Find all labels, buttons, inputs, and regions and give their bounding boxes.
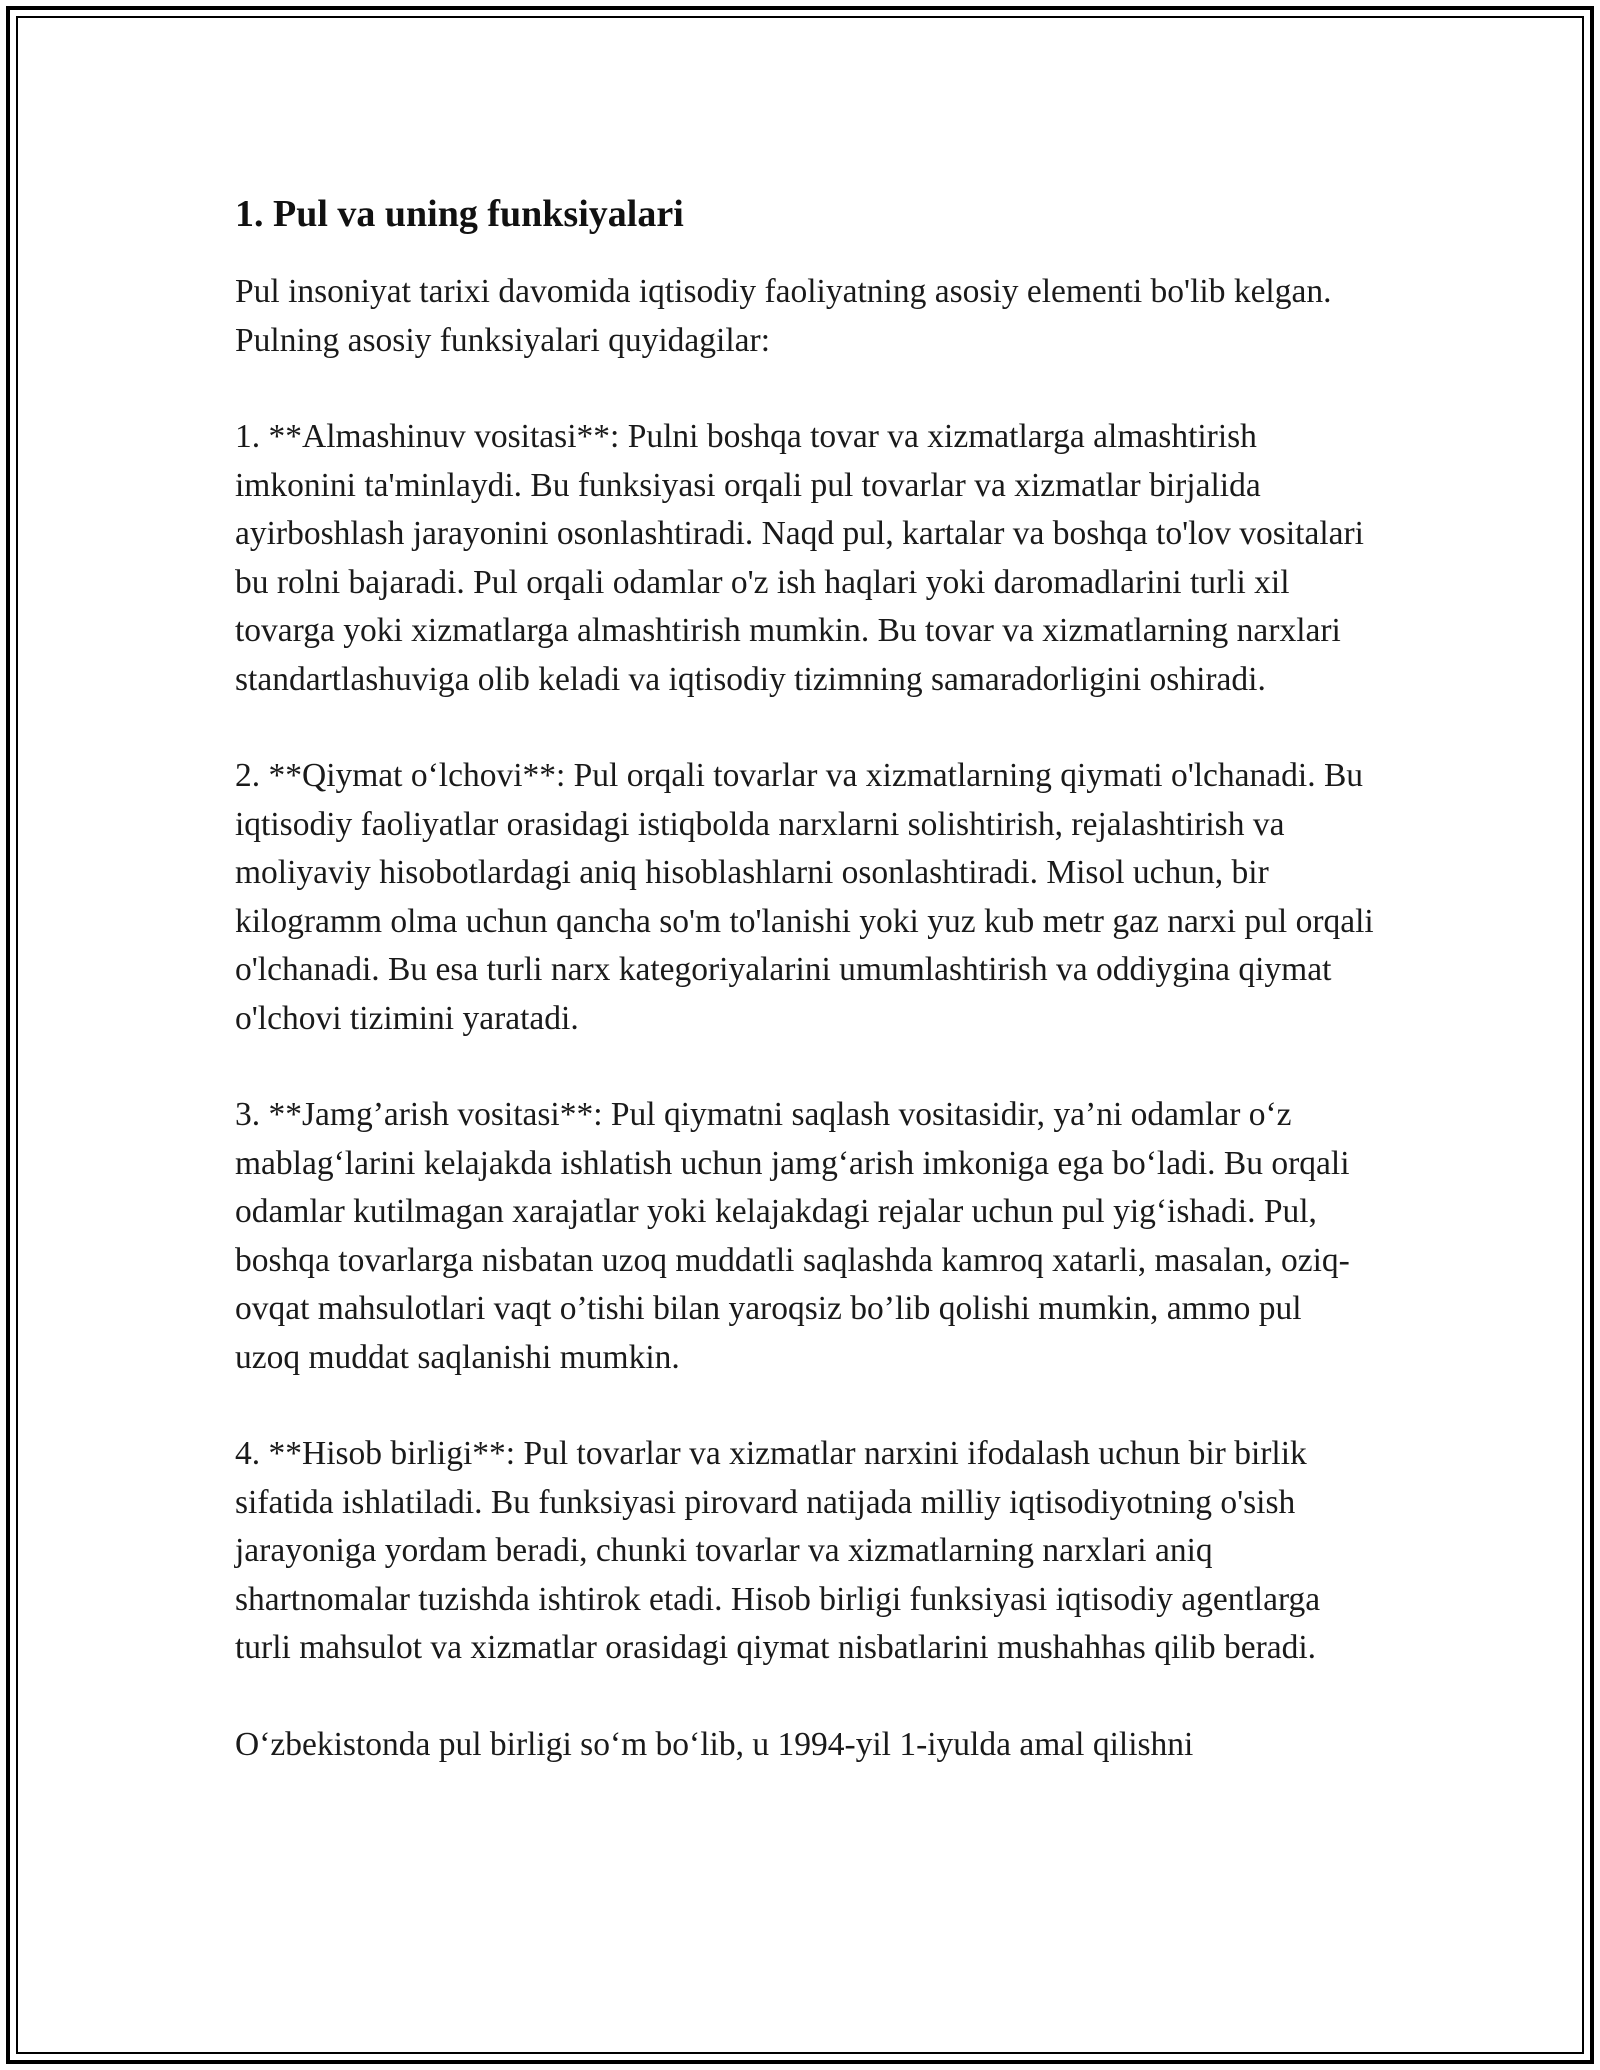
- paragraph-measure-of-value: 2. **Qiymat o‘lchovi**: Pul orqali tovarlar va xizmatlarning qiymati o'lchanadi. Bu iqtisodiy faoliyatlar orasidagi istiqbolda narxlarni solishtirish, rejalashtirish va moliyaviy hisobotlardagi aniq hisoblashlarni osonlashtiradi. Misol uchun, bir kilogramm olma uchun qancha so'm to'lanishi yoki yuz kub metr gaz narxi pul orqali o'lchanadi. Bu esa turli narx kategoriyalarini umumlashtirish va oddiygina qiymat o'lchovi tizimini yaratadi.: [235, 757, 1374, 1037]
- document-body: [235, 188, 1375, 1817]
- paragraph-exchange-medium: 1. **Almashinuv vositasi**: Pulni boshqa tovar va xizmatlarga almashtirish imkonini ta'minlaydi. Bu funksiyasi orqali pul tovarlar va xizmatlar birjalida ayirboshlash jarayonini osonlashtiradi. Naqd pul, kartalar va boshqa to'lov vositalari bu rolni bajaradi. Pul orqali odamlar o'z ish haqlari yoki daromadlarini turli xil tovarga yoki xizmatlarga almashtirish mumkin. Bu tovar va xizmatlarning narxlari standartlashuviga olib keladi va iqtisodiy tizimning samaradorligini oshiradi.: [235, 418, 1364, 698]
- paragraph-unit-of-account: 4. **Hisob birligi**: Pul tovarlar va xizmatlar narxini ifodalash uchun bir birlik sifatida ishlatiladi. Bu funksiyasi pirovard natijada milliy iqtisodiyotning o'sish jarayoniga yordam beradi, chunki tovarlar va xizmatlarning narxlari aniq shartnomalar tuzishda ishtirok etadi. Hisob birligi funksiyasi iqtisodiy agentlarga turli mahsulot va xizmatlar orasidagi qiymat nisbatlarini mushahhas qilib beradi.: [235, 1435, 1321, 1666]
- section-title: 1. Pul va uning funksiyalari: [235, 193, 684, 235]
- intro-paragraph: Pul insoniyat tarixi davomida iqtisodiy faoliyatning asosiy elementi bo'lib kelgan. Pulning asosiy funksiyalari quyidagilar:: [235, 273, 1332, 359]
- paragraph-uzbekistan-currency: O‘zbekistonda pul birligi so‘m bo‘lib, u 1994-yil 1-iyulda amal qilishni: [235, 1725, 1194, 1763]
- paragraph-store-of-value: 3. **Jamg’arish vositasi**: Pul qiymatni saqlash vositasidir, ya’ni odamlar o‘z mablag‘larini kelajakda ishlatish uchun jamg‘arish imkoniga ega bo‘ladi. Bu orqali odamlar kutilmagan xarajatlar yoki kelajakdagi rejalar uchun pul yig‘ishadi. Pul, boshqa tovarlarga nisbatan uzoq muddatli saqlashda kamroq xatarli, masalan, oziq-ovqat mahsulotlari vaqt o’tishi bilan yaroqsiz bo’lib qolishi mumkin, ammo pul uzoq muddat saqlanishi mumkin.: [235, 1096, 1350, 1376]
